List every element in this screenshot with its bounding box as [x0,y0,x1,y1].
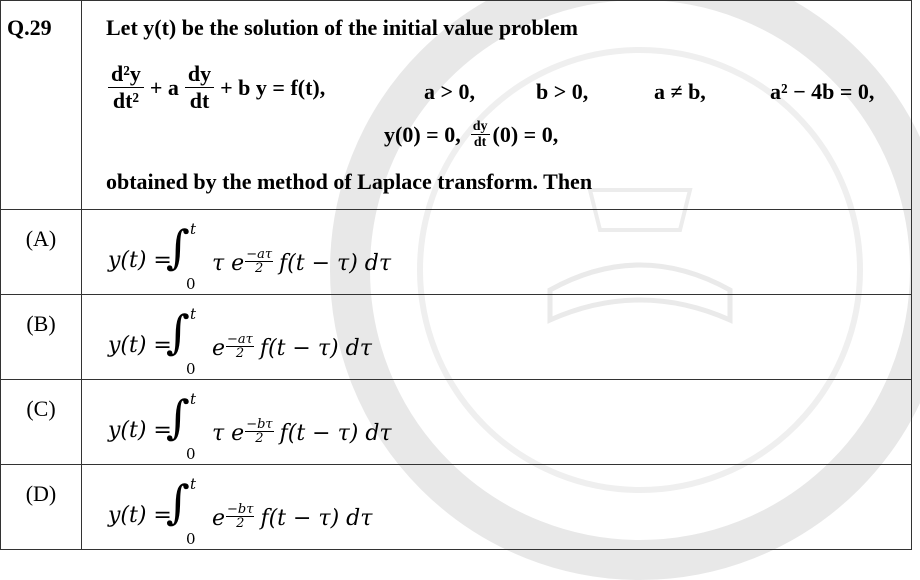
stem-intro: Let y(t) be the solution of the initial value problem [106,15,578,40]
option-label-a[interactable]: (A) [1,210,82,295]
question-stem [82,1,912,210]
condition-b: b > 0, [536,79,589,104]
option-b[interactable]: y(t) = ∫ t 0 e $\frac{-a\tau}{2}$ f(t − τ) dτ [82,295,912,380]
stem-outro: obtained by the method of Laplace transform. Then [106,169,593,194]
condition-discriminant: a² − 4b = 0, [770,79,875,104]
option-label-b[interactable]: (B) [1,295,82,380]
option-c[interactable]: y(t) = ∫ t 0 τ e $\frac{-b\tau}{2}$ f(t − τ) dτ [82,380,912,465]
question-number: Q.29 [1,1,82,210]
first-derivative: $\frac{dy}{dt}$ [185,61,214,114]
option-a[interactable]: y(t) = ∫ t 0 τ e $\frac{-a\tau}{2}$ f(t − τ) dτ [82,210,912,295]
condition-a: a > 0, [424,79,476,104]
second-derivative: $\frac{\text{d²y}}{\text{dt²}}$ [108,61,144,114]
option-label-c[interactable]: (C) [1,380,82,465]
condition-a-ne-b: a ≠ b, [654,79,706,104]
initial-conditions: y(0) = 0, $\frac{dy}{dt}$ (0) = 0, [384,119,559,150]
option-d[interactable]: y(t) = ∫ t 0 e $\frac{-b\tau}{2}$ f(t − τ) dτ [82,465,912,550]
differential-equation: $\frac{\text{d²y}}{\text{dt²}}$ + a $\frac{dy}{dt}$ + b y = f(t), [106,61,325,114]
option-label-d[interactable]: (D) [1,465,82,550]
